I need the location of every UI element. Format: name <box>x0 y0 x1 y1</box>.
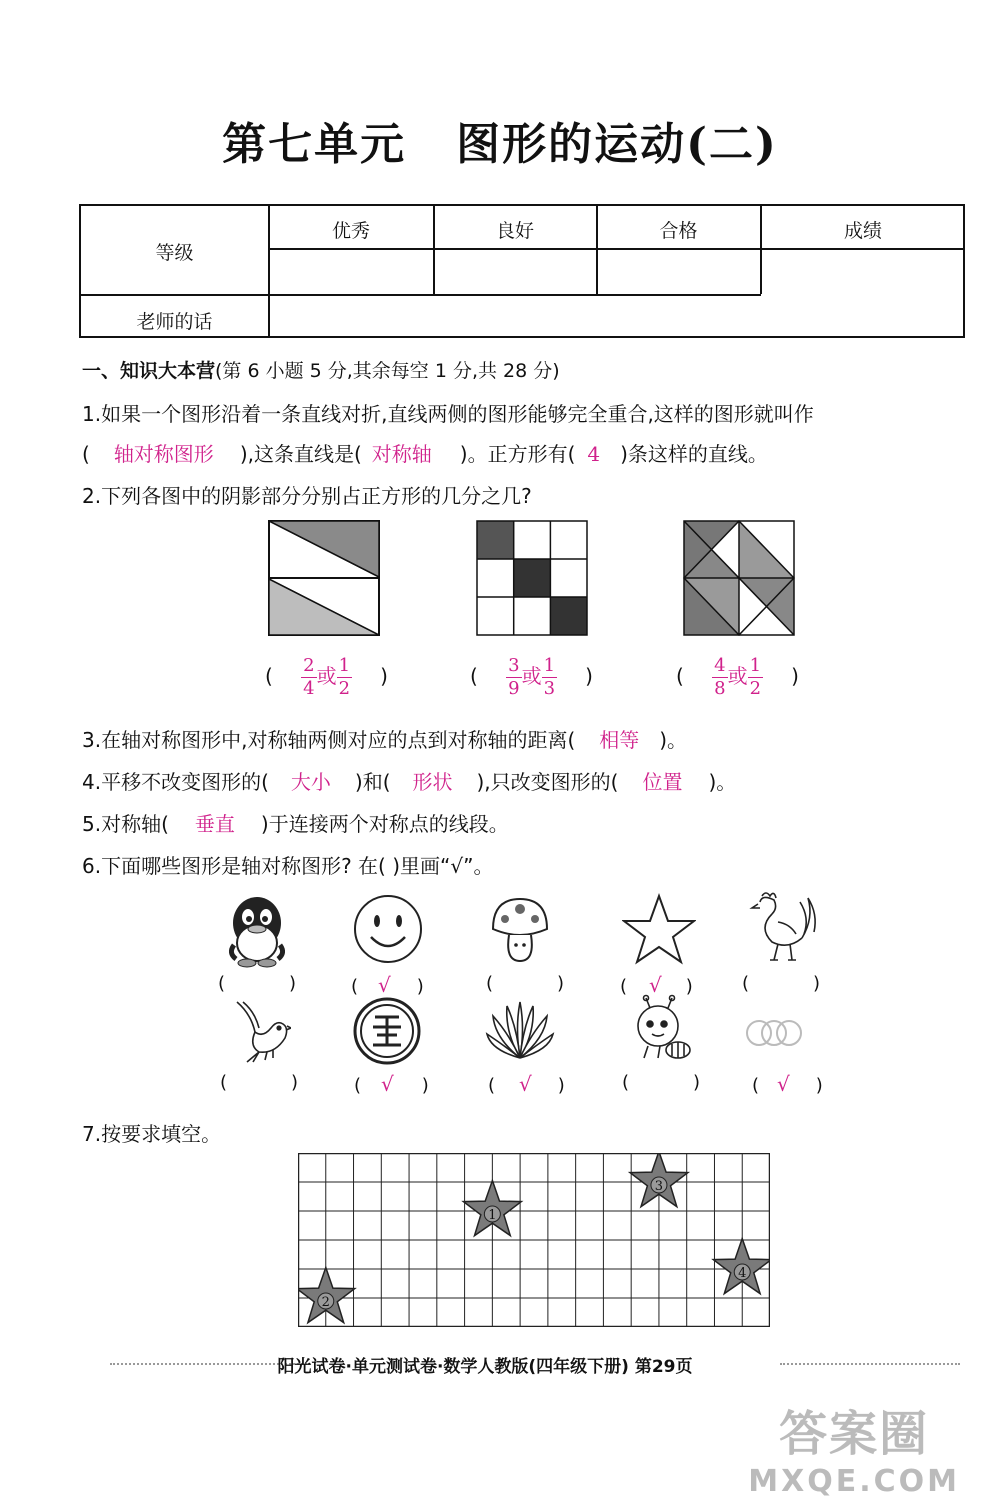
q6-row2-slot-2: ( √ ) <box>354 1072 429 1096</box>
footer-text: 阳光试卷·单元测试卷·数学人教版(四年级下册) 第29页 <box>277 1357 693 1377</box>
answer-5: 垂直 <box>194 812 235 836</box>
answer-3: 相等 <box>599 728 640 752</box>
square-figure-1 <box>268 520 380 636</box>
answer-4-3: 位置 <box>642 770 683 794</box>
answer-2-2: ( $\frac{3}{9}$ 或 $\frac{1}{3}$ ) <box>470 655 593 699</box>
question-4: 4.平移不改变图形的( 大小 )和( 形状 ),只改变图形的( 位置 )。 <box>82 770 737 794</box>
rooster-icon <box>748 888 820 964</box>
tick-mark: √ <box>649 973 662 997</box>
grid-star-label-2: 2 <box>321 1295 330 1310</box>
tick-mark: √ <box>381 1072 394 1096</box>
answer-2-3: ( $\frac{4}{8}$ 或 $\frac{1}{2}$ ) <box>676 655 799 699</box>
grade-col-excellent: 优秀 <box>331 220 370 242</box>
question-6-text: 6.下面哪些图形是轴对称图形? 在( )里画“√”。 <box>82 854 494 878</box>
coin-icon <box>353 997 421 1065</box>
grid-star-label-3: 3 <box>654 1179 664 1194</box>
section-header <box>82 356 560 383</box>
answer-2-1: ( $\frac{2}{4}$ 或 $\frac{1}{2}$ ) <box>265 655 388 699</box>
grid-star-label-1: 1 <box>488 1208 497 1223</box>
q6-row1-slot-4: ( √ ) <box>620 973 693 997</box>
grade-col-score: 成绩 <box>843 220 882 242</box>
star-icon <box>622 893 696 965</box>
section-note: (第 6 小题 5 分,其余每空 1 分,共 28 分) <box>215 360 560 382</box>
q6-row1-slot-2: ( √ ) <box>351 973 424 997</box>
tick-mark: √ <box>378 973 391 997</box>
q6-row2-slot-4: ( ) <box>622 1072 701 1093</box>
robot-bee-icon <box>628 994 694 1064</box>
square-figure-2 <box>476 520 588 636</box>
tick-mark: √ <box>519 1072 532 1096</box>
page-title <box>0 108 1000 172</box>
q6-row2-slot-3: ( √ ) <box>488 1072 565 1096</box>
grade-col-good: 良好 <box>495 220 534 242</box>
question-5: 5.对称轴( 垂直 )于连接两个对称点的线段。 <box>82 812 509 836</box>
star-grid <box>298 1153 770 1327</box>
q6-row1-slot-3: ( ) <box>486 973 565 994</box>
penguin-icon <box>226 893 288 969</box>
q6-row2-slot-5: ( √ ) <box>752 1072 823 1096</box>
rings-icon <box>744 1016 804 1050</box>
q6-row2-slot-1: ( ) <box>220 1072 299 1093</box>
teacher-comment-label: 老师的话 <box>136 311 213 333</box>
answer-4-1: 大小 <box>290 770 331 794</box>
grade-row-label: 等级 <box>155 242 194 264</box>
answer-1-3: 4 <box>587 442 601 466</box>
q6-row1-slot-5: ( ) <box>742 973 821 994</box>
bird-icon <box>229 998 291 1064</box>
title-topic: 图形的运动(二) <box>456 119 778 170</box>
answer-4-2: 形状 <box>412 770 453 794</box>
section-name: 一、知识大本营 <box>82 360 216 382</box>
question-3: 3.在轴对称图形中,对称轴两侧对应的点到对称轴的距离( 相等 )。 <box>82 728 688 752</box>
q6-row1-slot-1: ( ) <box>218 973 297 994</box>
square-figure-3 <box>683 520 795 636</box>
question-7-text: 7.按要求填空。 <box>82 1122 222 1146</box>
grade-col-pass: 合格 <box>659 220 698 242</box>
answer-1-1: 轴对称图形 <box>113 442 214 466</box>
question-1-line1: 1.如果一个图形沿着一条直线对折,直线两侧的图形能够完全重合,这样的图形就叫作 <box>82 402 814 426</box>
mushroom-icon <box>489 895 551 965</box>
grade-table <box>79 204 965 338</box>
smiley-icon <box>353 893 423 965</box>
question-1-line2: ( 轴对称图形 ),这条直线是( 对称轴 )。正方形有( 4 )条这样的直线。 <box>82 442 768 466</box>
watermark: 答案圈 MXQE.COM <box>748 1406 960 1499</box>
title-unit: 第七单元 <box>222 119 407 170</box>
shell-icon <box>485 998 555 1064</box>
tick-mark: √ <box>777 1072 790 1096</box>
answer-1-2: 对称轴 <box>371 442 432 466</box>
grid-star-label-4: 4 <box>738 1266 747 1281</box>
question-2-text: 2.下列各图中的阴影部分分别占正方形的几分之几? <box>82 484 532 508</box>
